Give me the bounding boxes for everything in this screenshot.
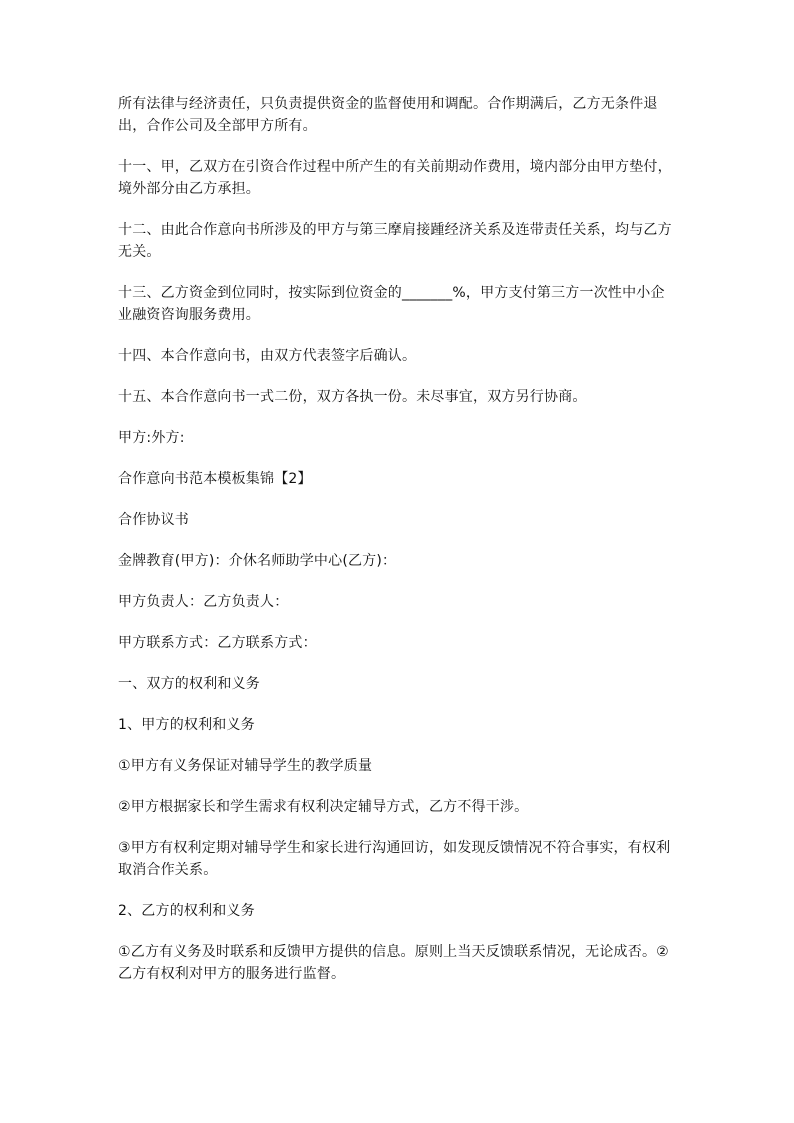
heading-party-b-rights: 2、乙方的权利和义务 (118, 903, 255, 919)
document-body (118, 93, 678, 985)
party-contacts: 甲方联系方式：乙方联系方式： (118, 635, 317, 651)
paragraph-clause-11: 十一、甲，乙双方在引资合作过程中所产生的有关前期动作费用，境内部分由甲方垫付，境外部分由乙方承担。 (118, 159, 672, 197)
heading-party-a-rights: 1、甲方的权利和义务 (118, 717, 255, 733)
party-a-item-2: ②甲方根据家长和学生需求有权利决定辅导方式，乙方不得干涉。 (118, 799, 529, 815)
party-a-item-1: ①甲方有义务保证对辅导学生的教学质量 (118, 758, 373, 774)
paragraph-clause-13: 十三、乙方资金到位同时，按实际到位资金的_______%，甲方支付第三方一次性中小企业融资咨询服务费用。 (118, 285, 665, 323)
heading-rights-obligations: 一、双方的权利和义务 (118, 676, 260, 692)
paragraph-clause-14: 十四、本合作意向书，由双方代表签字后确认。 (118, 348, 417, 364)
signature-line: 甲方:外方: (118, 430, 185, 446)
party-names: 金牌教育(甲方)：介休名师助学中心(乙方)： (118, 553, 397, 569)
paragraph-clause-15: 十五、本合作意向书一式二份，双方各执一份。未尽事宜，双方另行协商。 (118, 389, 587, 405)
party-a-item-3: ③甲方有权利定期对辅导学生和家长进行沟通回访，如发现反馈情况不符合事实，有权利取消合作关系。 (118, 840, 671, 878)
agreement-title: 合作协议书 (118, 512, 189, 528)
paragraph-clause-12: 十二、由此合作意向书所涉及的甲方与第三摩肩接踵经济关系及连带责任关系，均与乙方无关。 (118, 222, 672, 260)
party-responsible: 甲方负责人：乙方负责人： (118, 594, 289, 610)
paragraph-liability: 所有法律与经济责任，只负责提供资金的监督使用和调配。合作期满后，乙方无条件退出，合作公司及全部甲方所有。 (118, 96, 658, 134)
party-b-items: ①乙方有义务及时联系和反馈甲方提供的信息。原则上当天反馈联系情况，无论成否。②乙方有权利对甲方的服务进行监督。 (118, 944, 669, 982)
section-title-template-2: 合作意向书范本模板集锦【2】 (118, 471, 312, 487)
